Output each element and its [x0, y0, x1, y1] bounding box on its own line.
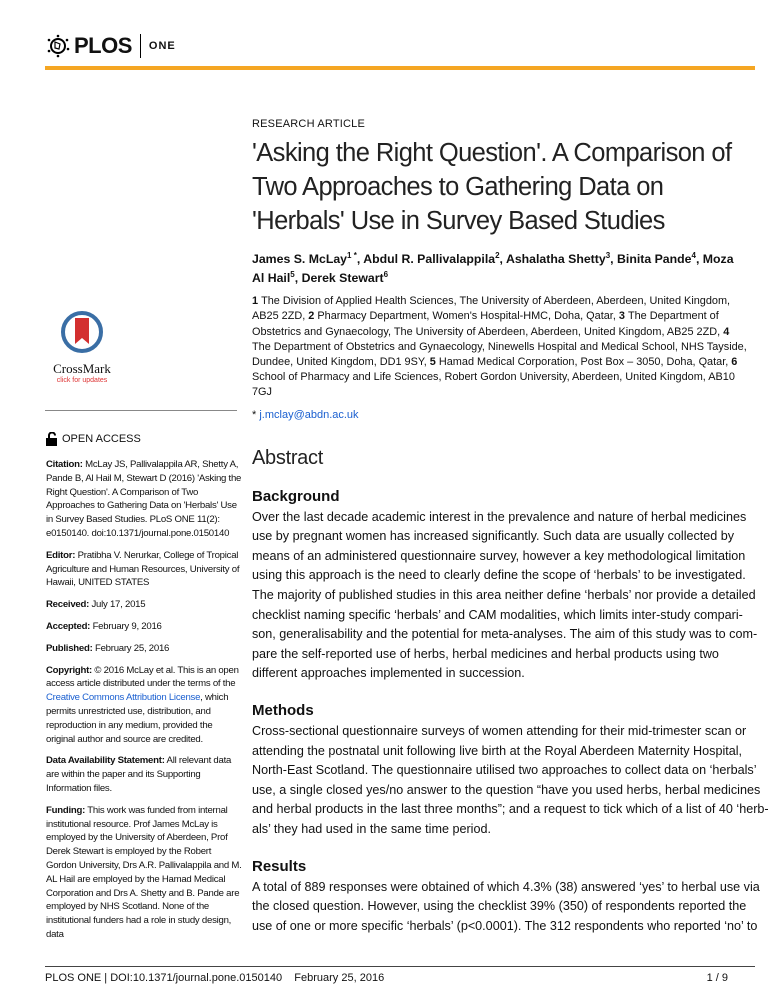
affiliation-number: 6	[731, 356, 738, 368]
affiliation-number: 3	[618, 310, 628, 323]
text-line: A total of 889 responses were obtained of which 4.3% (38) answered ‘yes’ to herbal use via	[252, 879, 760, 894]
text-line: als’ they had used in the same time period.	[252, 821, 491, 836]
corresponding-email	[252, 409, 747, 421]
affiliations	[252, 294, 747, 400]
text-line: means of an administered questionnaire survey, however a key methodological limitation	[252, 548, 746, 563]
text-line: different approaches implemented in succession.	[252, 666, 525, 681]
text-line: use, a single closed yes/no answer to the question “have you used herbs, herbal medicines	[252, 782, 761, 797]
text-line: the closed question. However, using the checklist 39% (350) of respondents reported the	[252, 899, 747, 914]
results-heading: Results	[252, 857, 307, 875]
abstract-heading: Abstract	[252, 446, 323, 469]
background-text	[252, 508, 758, 684]
affiliation-number: 1	[252, 295, 262, 308]
crossmark-label: CrossMark	[53, 361, 111, 376]
open-access-badge	[46, 432, 242, 446]
background-heading: Background	[252, 487, 340, 505]
main-column	[252, 118, 769, 954]
text-line: using this approach is the need to clearly define the scope of ‘herbals’ to be investigated.	[252, 568, 746, 583]
license-link[interactable]: Creative Commons Attribution License	[46, 692, 201, 704]
published-date: Published: February 25, 2016	[46, 642, 170, 654]
text-line: son, generalisability and the potential for meta-analyses. The aim of this study was to com-	[252, 627, 758, 642]
methods-heading: Methods	[252, 701, 314, 719]
text-line: use of one or more specific ‘herbals’ (p<0.0001). The 312 respondents who reported ‘no’ to	[252, 918, 758, 933]
author[interactable]: Binita Pande$^4$	[617, 251, 696, 267]
sidebar-divider	[45, 410, 237, 411]
copyright: Copyright: © 2016 McLay et al. This is an open access article distributed under the terms of the Creative Commons Attribution License, which permits unrestricted use, distribution, and reproduction in any medium, provided the original author and source are credited.	[46, 664, 239, 745]
text-line: North-East Scotland. The questionnaire utilised two approaches to collect data on ‘herbals’	[252, 763, 757, 778]
plos-one-logo[interactable]	[46, 33, 176, 59]
affiliation: Hamad Medical Corporation, Post Box – 3050, Doha, Qatar,	[438, 356, 732, 368]
methods-text	[252, 722, 769, 840]
crossmark-sublabel: click for updates	[56, 377, 108, 384]
affiliation: Pharmacy Department, Women's Hospital-HMC, Doha, Qatar,	[317, 310, 619, 323]
affiliation: The Department of Obstetrics and Gynaecology, The University of Aberdeen, Aberdeen, United Kingdom, AB25 2ZD,	[252, 310, 724, 338]
footer-divider	[45, 966, 755, 967]
accepted-date: Accepted: February 9, 2016	[46, 620, 162, 632]
results-text	[252, 878, 760, 937]
journal-name: ONE	[148, 40, 176, 52]
text-line: pare the self-reported use of herbs, herbal medicines and herbal products using two	[252, 646, 719, 661]
author-list: James S. McLay$^{1 *}$, Abdul R. Pallivalappila$^2$, Ashalatha Shetty$^3$, Binita Pande$^4$, Moza Al Hail$^5$, Derek Stewart$^6$	[252, 251, 734, 286]
author[interactable]: Derek Stewart$^6$	[301, 270, 389, 286]
open-lock-icon	[46, 432, 58, 446]
affiliation: The Division of Applied Health Sciences, The University of Aberdeen, Aberdeen, United Kingdom, AB25 2ZD,	[252, 295, 731, 323]
article-title: 'Asking the Right Question'. A Comparison of Two Approaches to Gathering Data on 'Herbals' Use in Survey Based Studies	[252, 139, 732, 235]
text-line: Cross-sectional questionnaire surveys of women attending for their mid-trimester scan or	[252, 723, 747, 738]
article-info-sidebar	[46, 458, 242, 942]
text-line: checklist naming specific ‘herbals’ and CAM modalities, which limits inter-study compari-	[252, 607, 743, 622]
affiliation-number: 4	[723, 325, 730, 338]
logo-divider	[140, 34, 141, 58]
text-line: Over the last decade academic interest in the prevalence and nature of herbal medicines	[252, 509, 747, 524]
editor: Editor: Pratibha V. Nerurkar, College of Tropical Agriculture and Human Resources, University of Hawaii, UNITED STATES	[46, 549, 240, 589]
sidebar-column	[46, 432, 242, 950]
affiliation-number: 2	[308, 310, 318, 323]
email-link[interactable]: j.mclay@abdn.ac.uk	[259, 408, 359, 421]
text-line: attending the postnatal unit following live birth at the Royal Aberdeen Maternity Hospital,	[252, 743, 743, 758]
plos-globe-icon	[46, 34, 70, 58]
received-date: Received: July 17, 2015	[46, 599, 146, 611]
author[interactable]: Abdul R. Pallivalappila$^2$	[363, 251, 500, 267]
data-availability: Data Availability Statement: All relevant data are within the paper and its Supporting Information files.	[46, 755, 232, 794]
affiliation: The Department of Obstetrics and Gynaecology, Ninewells Hospital and Medical School, NHS Tayside, Dundee, United Kingdom, DD1 9SY,	[252, 340, 747, 368]
header-accent-bar	[45, 66, 755, 70]
text-line: and herbal products in the last three months”; and a request to tick which of a list of 40 ‘herb-	[252, 802, 769, 817]
author[interactable]: Ashalatha Shetty$^3$	[505, 251, 611, 267]
email-marker: *	[252, 408, 257, 421]
open-access-label: OPEN ACCESS	[62, 433, 141, 445]
text-line: The majority of published studies in this area neither define ‘herbals’ nor provide a detailed	[252, 587, 756, 602]
footer-citation: PLOS ONE | DOI:10.1371/journal.pone.0150140 February 25, 2016	[45, 972, 385, 984]
logo-text: PLOS	[74, 33, 132, 58]
funding: Funding: This work was funded from internal institutional resource. Prof James McLay is employed by the University of Aberdeen, Prof Derek Stewart is employed by the Robert Gordon University, Drs A.R. Pallivalappila and M. AL Hail are employed by the Hamad Medical Corporation and Drs A. Shetty and B. Pande are employed by NHS Scotland. None of the institutional funders had a role in study design, data	[46, 804, 242, 940]
page-number: 1 / 9	[706, 972, 728, 984]
author[interactable]: James S. McLay$^{1 *}$	[252, 251, 357, 267]
affiliation: School of Pharmacy and Life Sciences, Robert Gordon University, Aberdeen, United Kingdom, AB10 7GJ	[252, 371, 735, 399]
text-line: use by pregnant women has increased significantly. Such data are usually collected by	[252, 529, 735, 544]
crossmark-badge[interactable]	[47, 310, 117, 384]
author[interactable]: Moza Al Hail$^5$	[252, 252, 734, 286]
affiliation-number: 5	[429, 356, 439, 368]
article-type: RESEARCH ARTICLE	[252, 118, 366, 130]
crossmark-icon	[60, 310, 104, 354]
citation: Citation: McLay JS, Pallivalappila AR, Shetty A, Pande B, Al Hail M, Stewart D (2016) 'Asking the Right Question'. A Comparison of Two Approaches to Gathering Data on 'Herbals' Use in Survey Based Studies. PLoS ONE 11(2): e0150140. doi:10.1371/journal.pone.0150140	[46, 459, 242, 539]
